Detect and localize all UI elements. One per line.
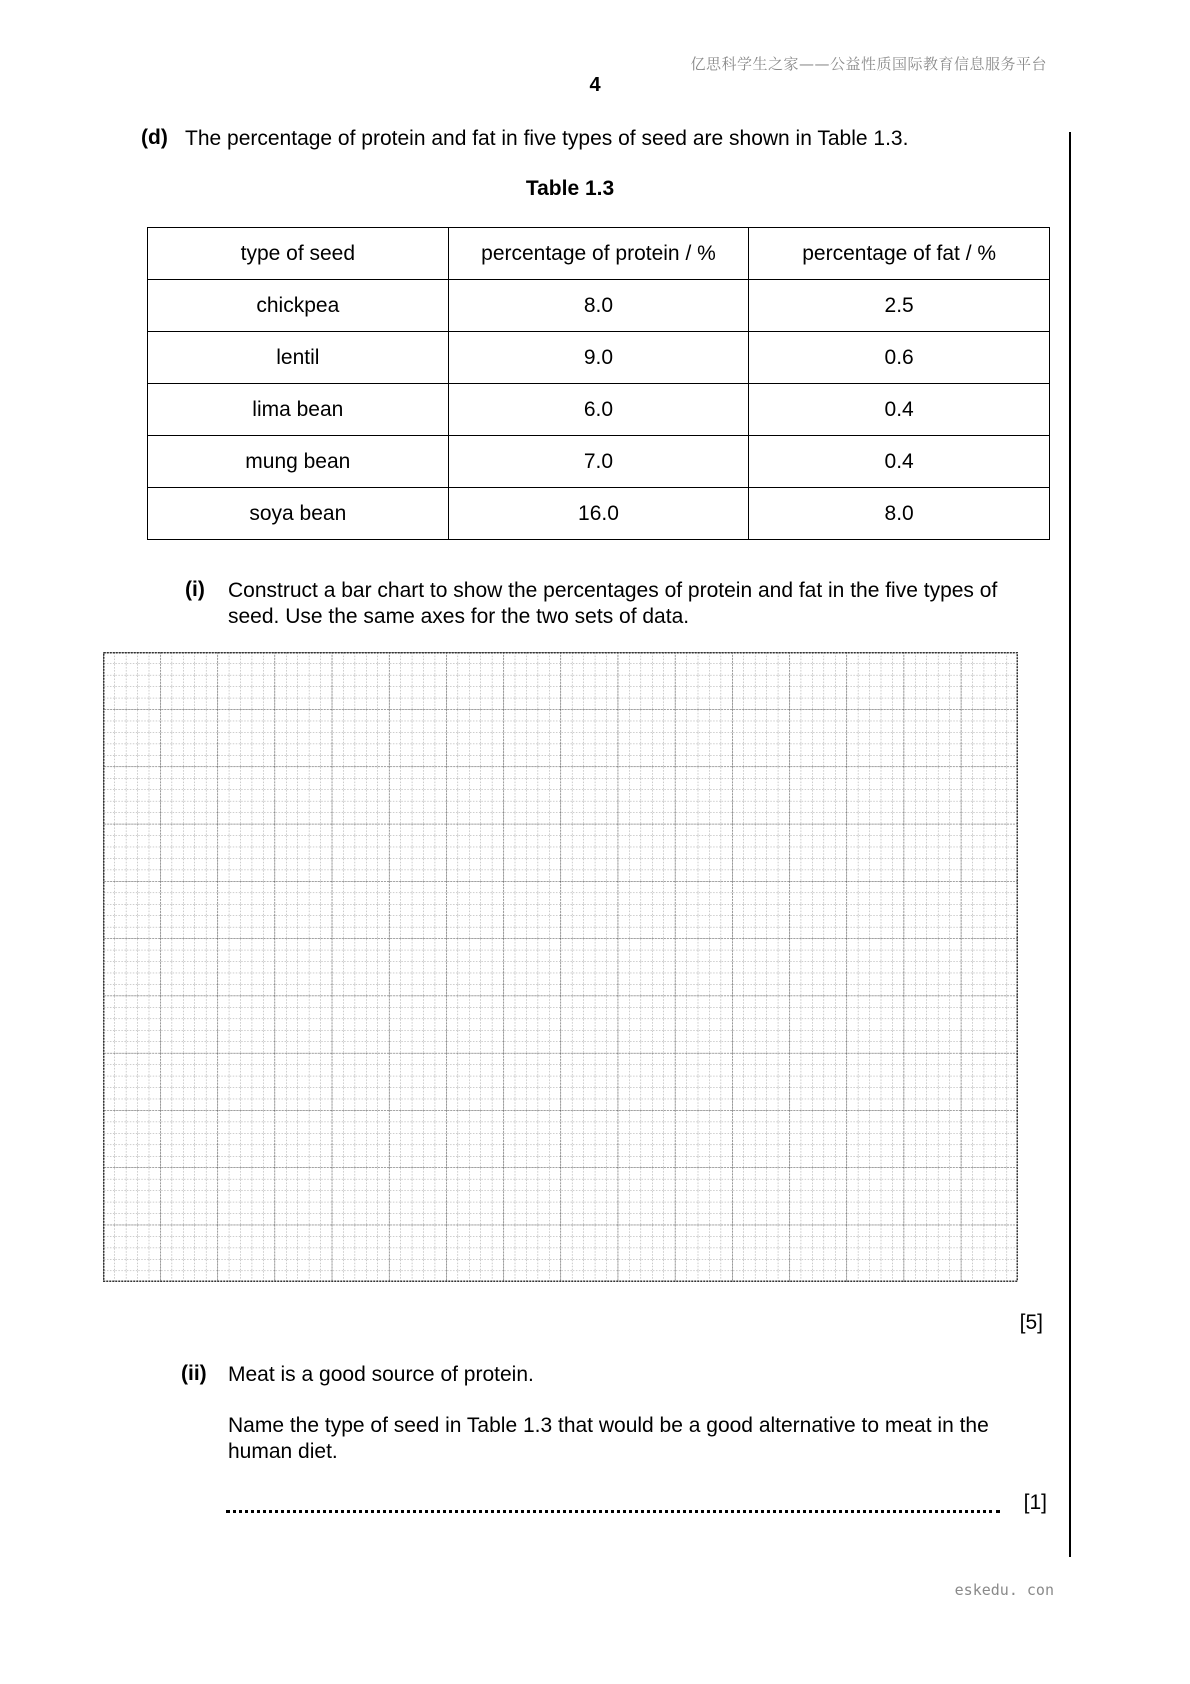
protein-value: 16.0 (448, 488, 749, 540)
footer-site: eskedu. con (954, 1581, 1054, 1599)
seed-name: mung bean (148, 436, 449, 488)
margin-line (1069, 132, 1071, 1557)
part-i-label: (i) (185, 578, 205, 601)
fat-value: 2.5 (749, 280, 1050, 332)
answer-line[interactable] (226, 1510, 1000, 1513)
protein-value: 9.0 (448, 332, 749, 384)
header-protein: percentage of protein / % (448, 228, 749, 280)
table-row (148, 384, 1050, 436)
fat-value: 0.4 (749, 384, 1050, 436)
table-title: Table 1.3 (525, 177, 615, 200)
seed-table (147, 227, 1050, 540)
table-row (148, 436, 1050, 488)
seed-name: chickpea (148, 280, 449, 332)
question-d-label: (d) (141, 126, 168, 149)
protein-value: 7.0 (448, 436, 749, 488)
fat-value: 8.0 (749, 488, 1050, 540)
table-row (148, 488, 1050, 540)
graph-paper-grid[interactable] (103, 652, 1018, 1282)
protein-value: 8.0 (448, 280, 749, 332)
header-watermark: 亿思科学生之家——公益性质国际教育信息服务平台 (690, 55, 1047, 73)
header-fat: percentage of fat / % (749, 228, 1050, 280)
fat-value: 0.4 (749, 436, 1050, 488)
part-i-marks: [5] (1019, 1311, 1043, 1334)
page-number: 4 (589, 74, 601, 96)
seed-name: lentil (148, 332, 449, 384)
seed-name: soya bean (148, 488, 449, 540)
table-header-row (148, 228, 1050, 280)
part-ii-label: (ii) (181, 1362, 207, 1385)
part-ii-marks: [1] (1023, 1491, 1047, 1514)
part-ii-text-2: Name the type of seed in Table 1.3 that would be a good alternative to meat in the human diet. (228, 1414, 989, 1463)
seed-name: lima bean (148, 384, 449, 436)
part-ii-text-1: Meat is a good source of protein. (228, 1363, 534, 1386)
header-type-of-seed: type of seed (148, 228, 449, 280)
part-i-text: Construct a bar chart to show the percentages of protein and fat in the five types of seed. Use the same axes for the two sets of data. (228, 579, 998, 628)
protein-value: 6.0 (448, 384, 749, 436)
fat-value: 0.6 (749, 332, 1050, 384)
question-d-text: The percentage of protein and fat in five types of seed are shown in Table 1.3. (185, 127, 909, 150)
table-row (148, 332, 1050, 384)
table-row (148, 280, 1050, 332)
